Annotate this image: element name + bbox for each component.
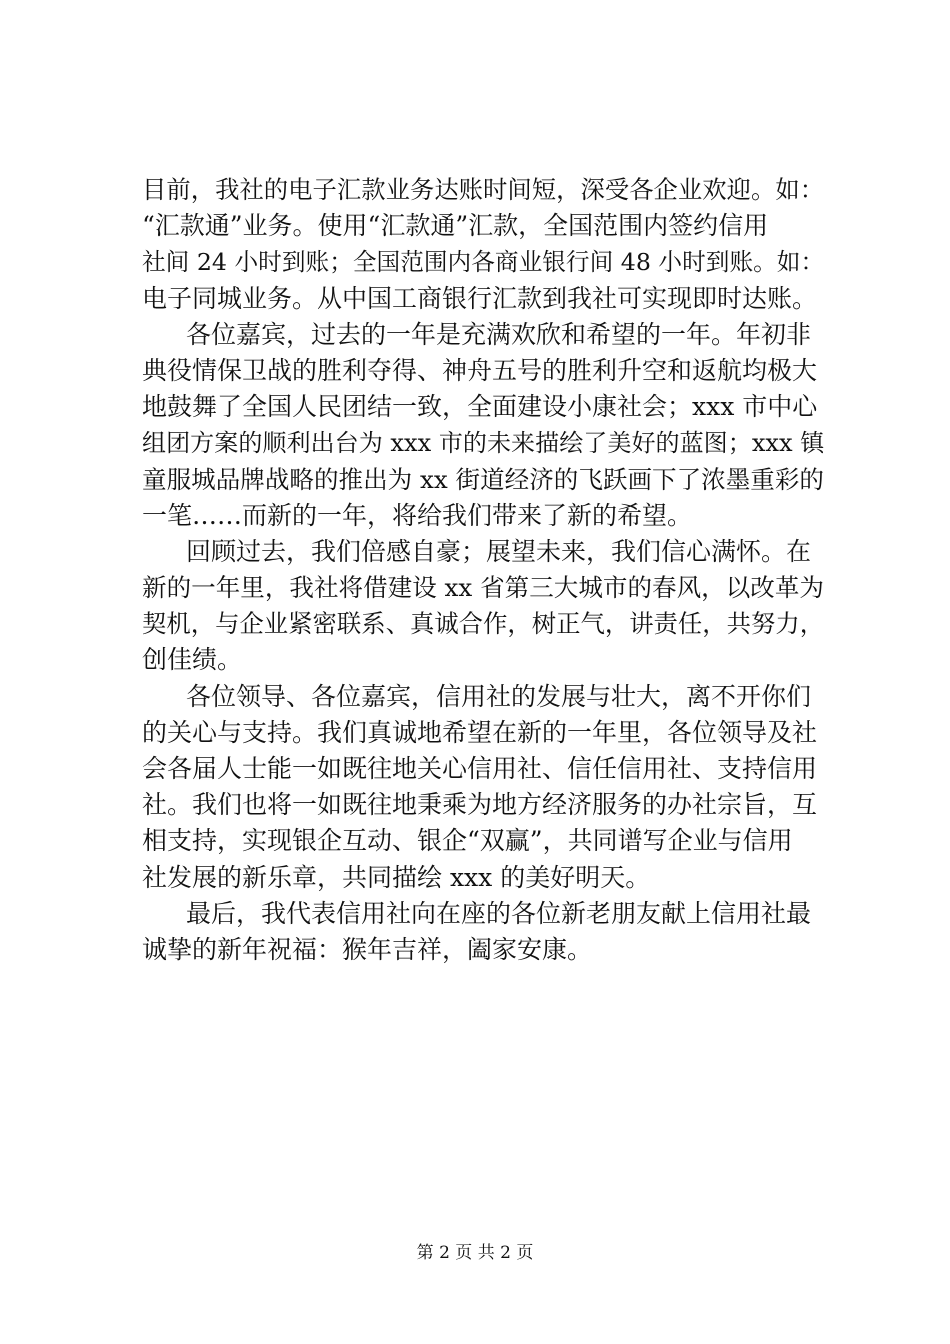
text-line: 童服城品牌战略的推出为 xx 街道经济的飞跃画下了浓墨重彩的 bbox=[142, 464, 824, 494]
text-line: 地鼓舞了全国人民团结一致，全面建设小康社会；xxx 市中心 bbox=[142, 392, 818, 422]
text-line: 回顾过去，我们倍感自豪；展望未来，我们信心满怀。在 bbox=[186, 536, 812, 566]
body-text bbox=[142, 172, 824, 968]
text-line: 会各届人士能一如既往地关心信用社、信任信用社、支持信用 bbox=[142, 754, 818, 783]
text-line: 各位嘉宾，过去的一年是充满欢欣和希望的一年。年初非 bbox=[186, 319, 812, 349]
page-footer: 第 2 页 共 2 页 bbox=[416, 1243, 534, 1263]
text-line: 社发展的新乐章，共同描绘 xxx 的美好明天。 bbox=[142, 862, 651, 892]
text-line: 社。我们也将一如既往地秉乘为地方经济服务的办社宗旨，互 bbox=[142, 790, 818, 820]
text-line: 诚挚的新年祝福：猴年吉祥，阖家安康。 bbox=[142, 934, 593, 964]
text-line: 新的一年里，我社将借建设 xx 省第三大城市的春风，以改革为 bbox=[142, 573, 824, 603]
text-line: 相支持，实现银企互动、银企“双赢”，共同谱写企业与信用 bbox=[142, 826, 793, 856]
text-line: 目前，我社的电子汇款业务达账时间短，深受各企业欢迎。如： bbox=[142, 175, 825, 204]
text-line: 社间 24 小时到账；全国范围内各商业银行间 48 小时到账。如： bbox=[142, 248, 825, 277]
text-line: “汇款通”业务。使用“汇款通”汇款，全国范围内签约信用 bbox=[142, 211, 769, 241]
text-line: 最后，我代表信用社向在座的各位新老朋友献上信用社最 bbox=[186, 898, 812, 928]
text-line: 一笔……而新的一年，将给我们带来了新的希望。 bbox=[142, 500, 693, 530]
text-line: 各位领导、各位嘉宾，信用社的发展与壮大，离不开你们 bbox=[186, 681, 812, 711]
text-line: 契机，与企业紧密联系、真诚合作，树正气，讲责任，共努力， bbox=[142, 609, 825, 639]
text-line: 电子同城业务。从中国工商银行汇款到我社可实现即时达账。 bbox=[142, 283, 818, 313]
text-line: 典役情保卫战的胜利夺得、神舟五号的胜利升空和返航均极大 bbox=[142, 355, 818, 385]
text-line: 组团方案的顺利出台为 xxx 市的未来描绘了美好的蓝图；xxx 镇 bbox=[142, 429, 825, 458]
text-line: 的关心与支持。我们真诚地希望在新的一年里，各位领导及社 bbox=[142, 717, 818, 747]
text-line: 创佳绩。 bbox=[142, 645, 243, 675]
